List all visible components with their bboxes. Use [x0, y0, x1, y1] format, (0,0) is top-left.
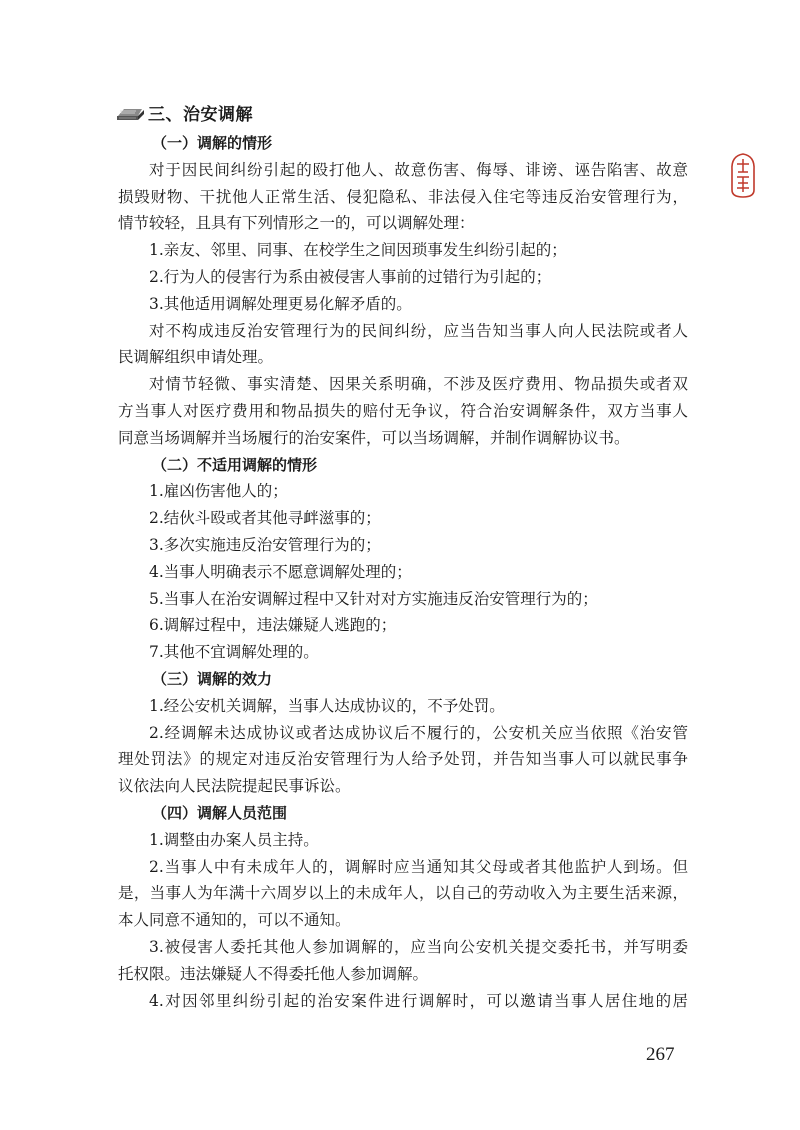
text-line: 2.行为人的侵害行为系由被侵害人事前的过错行为引起的； [149, 267, 552, 286]
body-text [118, 130, 688, 1014]
red-seal-icon [727, 150, 759, 200]
text-line: 3.多次实施违反治安管理行为的； [149, 535, 381, 554]
text-line: 6.调解过程中，违法嫌疑人逃跑的； [149, 616, 397, 635]
text-line: 1.经公安机关调解，当事人达成协议的，不予处罚。 [149, 696, 505, 715]
subsection-heading: （二）不适用调解的情形 [152, 455, 318, 474]
text-line: 情节较轻，且具有下列情形之一的，可以调解处理： [118, 214, 475, 233]
text-line: 对不构成违反治安管理行为的民间纠纷，应当告知当事人向人民法院或者人 [149, 321, 688, 340]
text-line: 民调解组织申请处理。 [118, 348, 274, 367]
text-line: 4.当事人明确表示不愿意调解处理的； [149, 562, 412, 581]
text-line: 7.其他不宜调解处理的。 [149, 643, 319, 662]
text-line: 2.结伙斗殴或者其他寻衅滋事的； [149, 509, 381, 528]
book-stack-icon [116, 104, 146, 122]
text-line: 1.亲友、邻里、同事、在校学生之间因琐事发生纠纷引起的； [149, 241, 567, 260]
text-line: 本人同意不通知的，可以不通知。 [118, 911, 351, 930]
text-line: 托权限。违法嫌疑人不得委托他人参加调解。 [118, 964, 429, 983]
text-line: 3.被侵害人委托其他人参加调解的，应当向公安机关提交委托书，并写明委 [149, 937, 688, 956]
subsection-heading: （四）调解人员范围 [152, 803, 288, 822]
text-line: 同意当场调解并当场履行的治安案件，可以当场调解，并制作调解协议书。 [118, 428, 630, 447]
text-line: 5.当事人在治安调解过程中又针对对方实施违反治安管理行为的； [149, 589, 598, 608]
text-line: 对情节轻微、事实清楚、因果关系明确，不涉及医疗费用、物品损失或者双 [149, 375, 688, 394]
section-title-text: 三、治安调解 [148, 105, 253, 125]
text-line: 议依法向人民法院提起民事诉讼。 [118, 777, 351, 796]
text-line: 方当事人对医疗费用和物品损失的赔付无争议，符合治安调解条件，双方当事人 [118, 401, 688, 420]
text-line: 4.对因邻里纠纷引起的治安案件进行调解时，可以邀请当事人居住地的居 [149, 991, 688, 1010]
text-line: 2.经调解未达成协议或者达成协议后不履行的，公安机关应当依照《治安管 [149, 723, 688, 742]
subsection-heading: （一）调解的情形 [152, 134, 273, 152]
text-line: 3.其他适用调解处理更易化解矛盾的。 [149, 294, 412, 313]
text-line: 2.当事人中有未成年人的，调解时应当通知其父母或者其他监护人到场。但 [149, 857, 688, 876]
subsection-heading: （三）调解的效力 [152, 669, 273, 688]
text-line: 1.调整由办案人员主持。 [149, 830, 319, 849]
section-title [116, 100, 253, 125]
text-line: 1.雇凶伤害他人的； [149, 482, 288, 501]
text-line: 损毁财物、干扰他人正常生活、侵犯隐私、非法侵入住宅等违反治安管理行为， [118, 187, 688, 206]
text-line: 对于因民间纠纷引起的殴打他人、故意伤害、侮辱、诽谤、诬告陷害、故意 [149, 160, 688, 179]
page-number: 267 [646, 1044, 675, 1065]
text-line: 理处罚法》的规定对违反治安管理行为人给予处罚，并告知当事人可以就民事争 [118, 750, 688, 769]
text-line: 是，当事人为年满十六周岁以上的未成年人，以自己的劳动收入为主要生活来源， [118, 884, 688, 903]
